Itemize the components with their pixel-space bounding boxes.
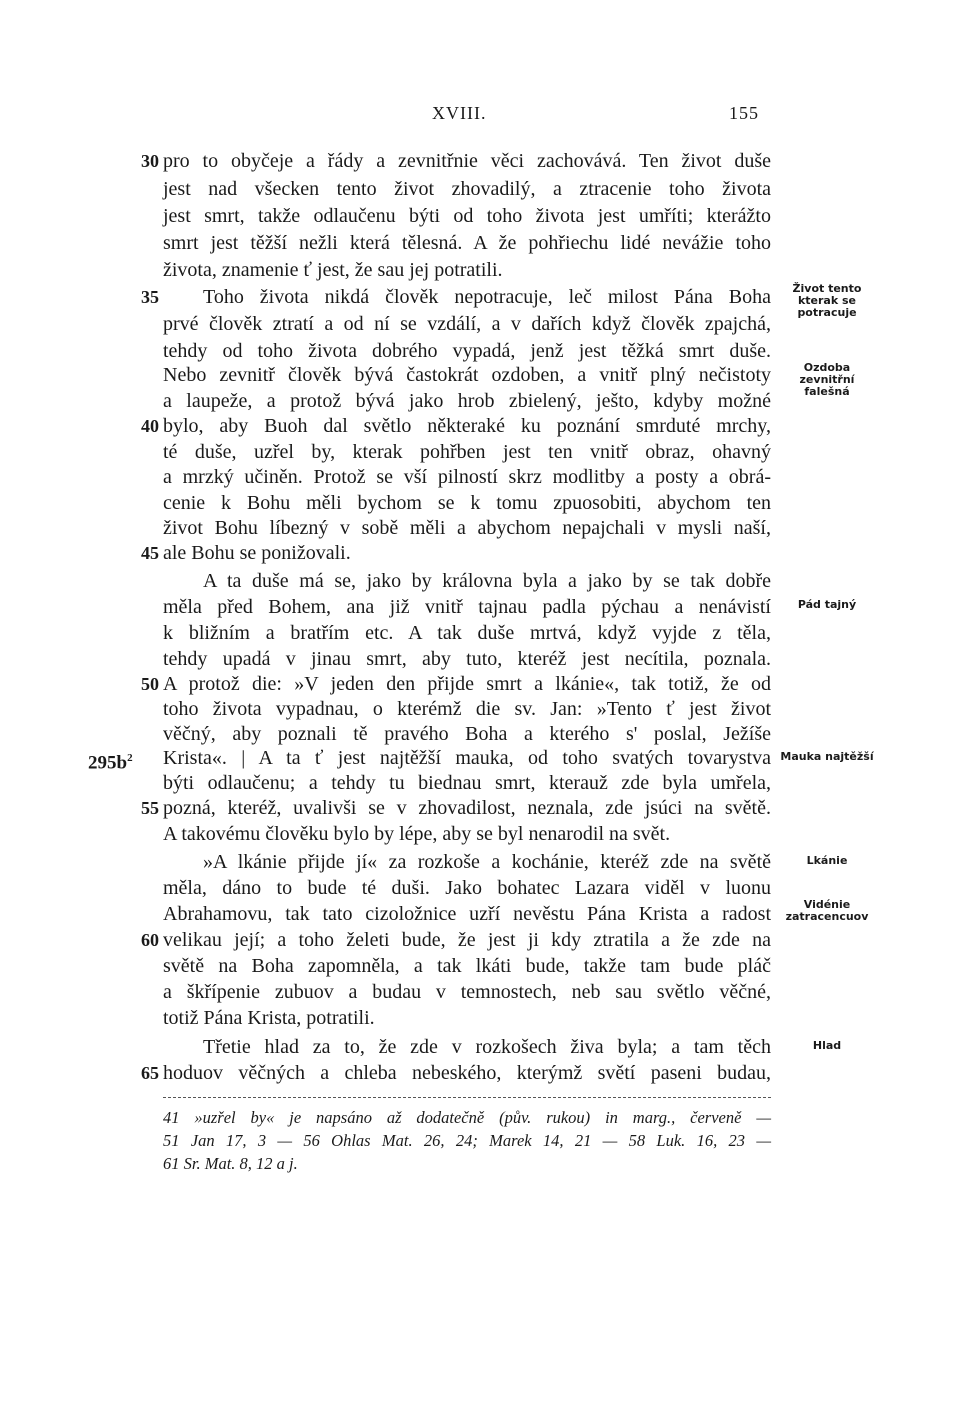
line-number: 35 xyxy=(141,287,159,307)
line-number: 30 xyxy=(141,151,159,171)
running-header-chapter: XVIII. xyxy=(432,103,487,123)
text-line: jest smrt, takže odlaučenu býti od toho života jest umříti; kterážto xyxy=(163,205,771,227)
text-line: světě na Boha zapomněla, a tak lkáti bude, takže tam bude pláč xyxy=(163,955,771,977)
text-line: pro to obyčeje a řády a zevnitřnie věci zachovává. Ten život duše xyxy=(163,150,771,172)
line-number: 40 xyxy=(141,416,159,436)
footnote-line: 51 Jan 17, 3 — 56 Ohlas Mat. 26, 24; Marek 14, 21 — 58 Luk. 16, 23 — xyxy=(163,1131,771,1150)
text-line: Třetie hlad za to, že zde v rozkošech živa byla; a tam těch xyxy=(203,1036,771,1058)
text-line: Nebo zevnitř člověk bývá častokrát ozdoben, a vnitř plný nečistoty xyxy=(163,364,771,386)
text-line: bylo, aby Buoh dal světlo některaké ku poznání smrduté mrchy, xyxy=(163,415,771,437)
folio-marker xyxy=(88,746,133,775)
margin-note: Hlad xyxy=(812,1039,842,1052)
text-line: Toho života nikdá člověk nepotracuje, leč milost Pána Boha xyxy=(203,286,771,308)
footnote-line: 41 »uzřel by« je napsáno až dodatečně (pův. rukou) in marg., červeně — xyxy=(163,1108,771,1127)
margin-note: Mauka najtěžší xyxy=(780,750,874,763)
text-line: měla před Bohem, ana již vnitř tajnau padla pýchau a nenávistí xyxy=(163,596,771,618)
text-line: a mrzký učiněn. Protož se vší pilností skrz modlitby a posty a obrá- xyxy=(163,466,771,488)
text-line: života, znamenie ť jest, že sau jej potratili. xyxy=(163,259,503,281)
text-line: tehdy od toho života dobrého vypadá, jenž jest těžká smrt duše. xyxy=(163,340,771,362)
margin-note: Život tento kterak se potracuje xyxy=(792,282,862,319)
line-number: 55 xyxy=(141,798,159,818)
folio-main: 295b xyxy=(88,752,128,774)
text-line: prvé člověk ztratí a od ní se vzdálí, a v dařích když člověk zpajchá, xyxy=(163,313,771,335)
text-line: k bližním a bratřím etc. A tak duše mrtvá, když vyjde z těla, xyxy=(163,622,771,644)
text-line: Krista«. | A ta ť jest najtěžší mauka, od toho svatých tovarystva xyxy=(163,747,771,769)
text-line: hoduov věčných a chleba nebeského, kterýmž světí paseni budau, xyxy=(163,1062,771,1084)
text-line: věčný, aby poznali tě pravého Boha a kterého s' poslal, Ježíše xyxy=(163,723,771,745)
text-line: cenie k Bohu měli bychom se k tomu zpuosobiti, abychom ten xyxy=(163,492,771,514)
folio-sup: 2 xyxy=(127,752,133,764)
line-number: 45 xyxy=(141,543,159,563)
page-number: 155 xyxy=(729,103,759,123)
margin-note: Lkánie xyxy=(806,854,848,867)
text-line: toho života vypadnau, o kterémž die sv. Jan: »Tento ť jest život xyxy=(163,698,771,720)
line-number: 50 xyxy=(141,674,159,694)
line-number: 60 xyxy=(141,930,159,950)
margin-note: Ozdoba zevnitřní falešná xyxy=(799,361,855,398)
text-line: »A lkánie přijde jí« za rozkoše a kochánie, kteréž zde na světě xyxy=(203,851,771,873)
text-line: jest nad všecken tento život zhovadilý, a ztracenie toho života xyxy=(163,178,771,200)
text-line: Abrahamovu, tak tato cizoložnice uzří nevěstu Pána Krista a radost xyxy=(163,903,771,925)
text-line: velikau její; a toho želeti bude, že jest ji kdy ztratila a že zde na xyxy=(163,929,771,951)
text-line: býti odlaučenu; a tehdy tu biednau smrt, kterauž zde byla umřela, xyxy=(163,772,771,794)
line-number: 65 xyxy=(141,1063,159,1083)
text-line: a škřípenie zubuov a budau v temnostech, neb sau světlo věčné, xyxy=(163,981,771,1003)
text-line: ale Bohu se ponižovali. xyxy=(163,542,351,564)
text-line: A takovému člověku bylo by lépe, aby se byl nenarodil na svět. xyxy=(163,823,671,845)
footnote-separator xyxy=(163,1097,771,1098)
text-line: a laupeže, a protož bývá jako hrob zbielený, ješto, kdyby možné xyxy=(163,390,771,412)
margin-note: Vidénie zatracencuov xyxy=(785,898,869,923)
text-line: měla, dáno to bude té duši. Jako bohatec Lazara viděl v luonu xyxy=(163,877,771,899)
text-line: A ta duše má se, jako by královna byla a jako by se tak dobře xyxy=(203,570,771,592)
text-line: totiž Pána Krista, potratili. xyxy=(163,1007,375,1029)
margin-note: Pád tajný xyxy=(797,598,857,611)
text-line: té duše, uzřel by, kterak pohřben jest ten vnitř obraz, ohavný xyxy=(163,441,771,463)
text-line: život Bohu líbezný v sobě měli a abychom nepajchali v mysli naší, xyxy=(163,517,771,539)
text-line: pozná, kteréž, uvalivši se v zhovadilost, neznala, zde jsúci na světě. xyxy=(163,797,771,819)
text-line: tehdy upadá v jinau smrt, aby tuto, kteréž jest necítila, poznala. xyxy=(163,648,771,670)
footnote-line: 61 Sr. Mat. 8, 12 a j. xyxy=(163,1154,298,1173)
text-line: A protož die: »V jeden den přijde smrt a lkánie«, tak totiž, že od xyxy=(163,673,771,695)
text-line: smrt jest těžší nežli která tělesná. A že pohřiechu lidé nevážie toho xyxy=(163,232,771,254)
